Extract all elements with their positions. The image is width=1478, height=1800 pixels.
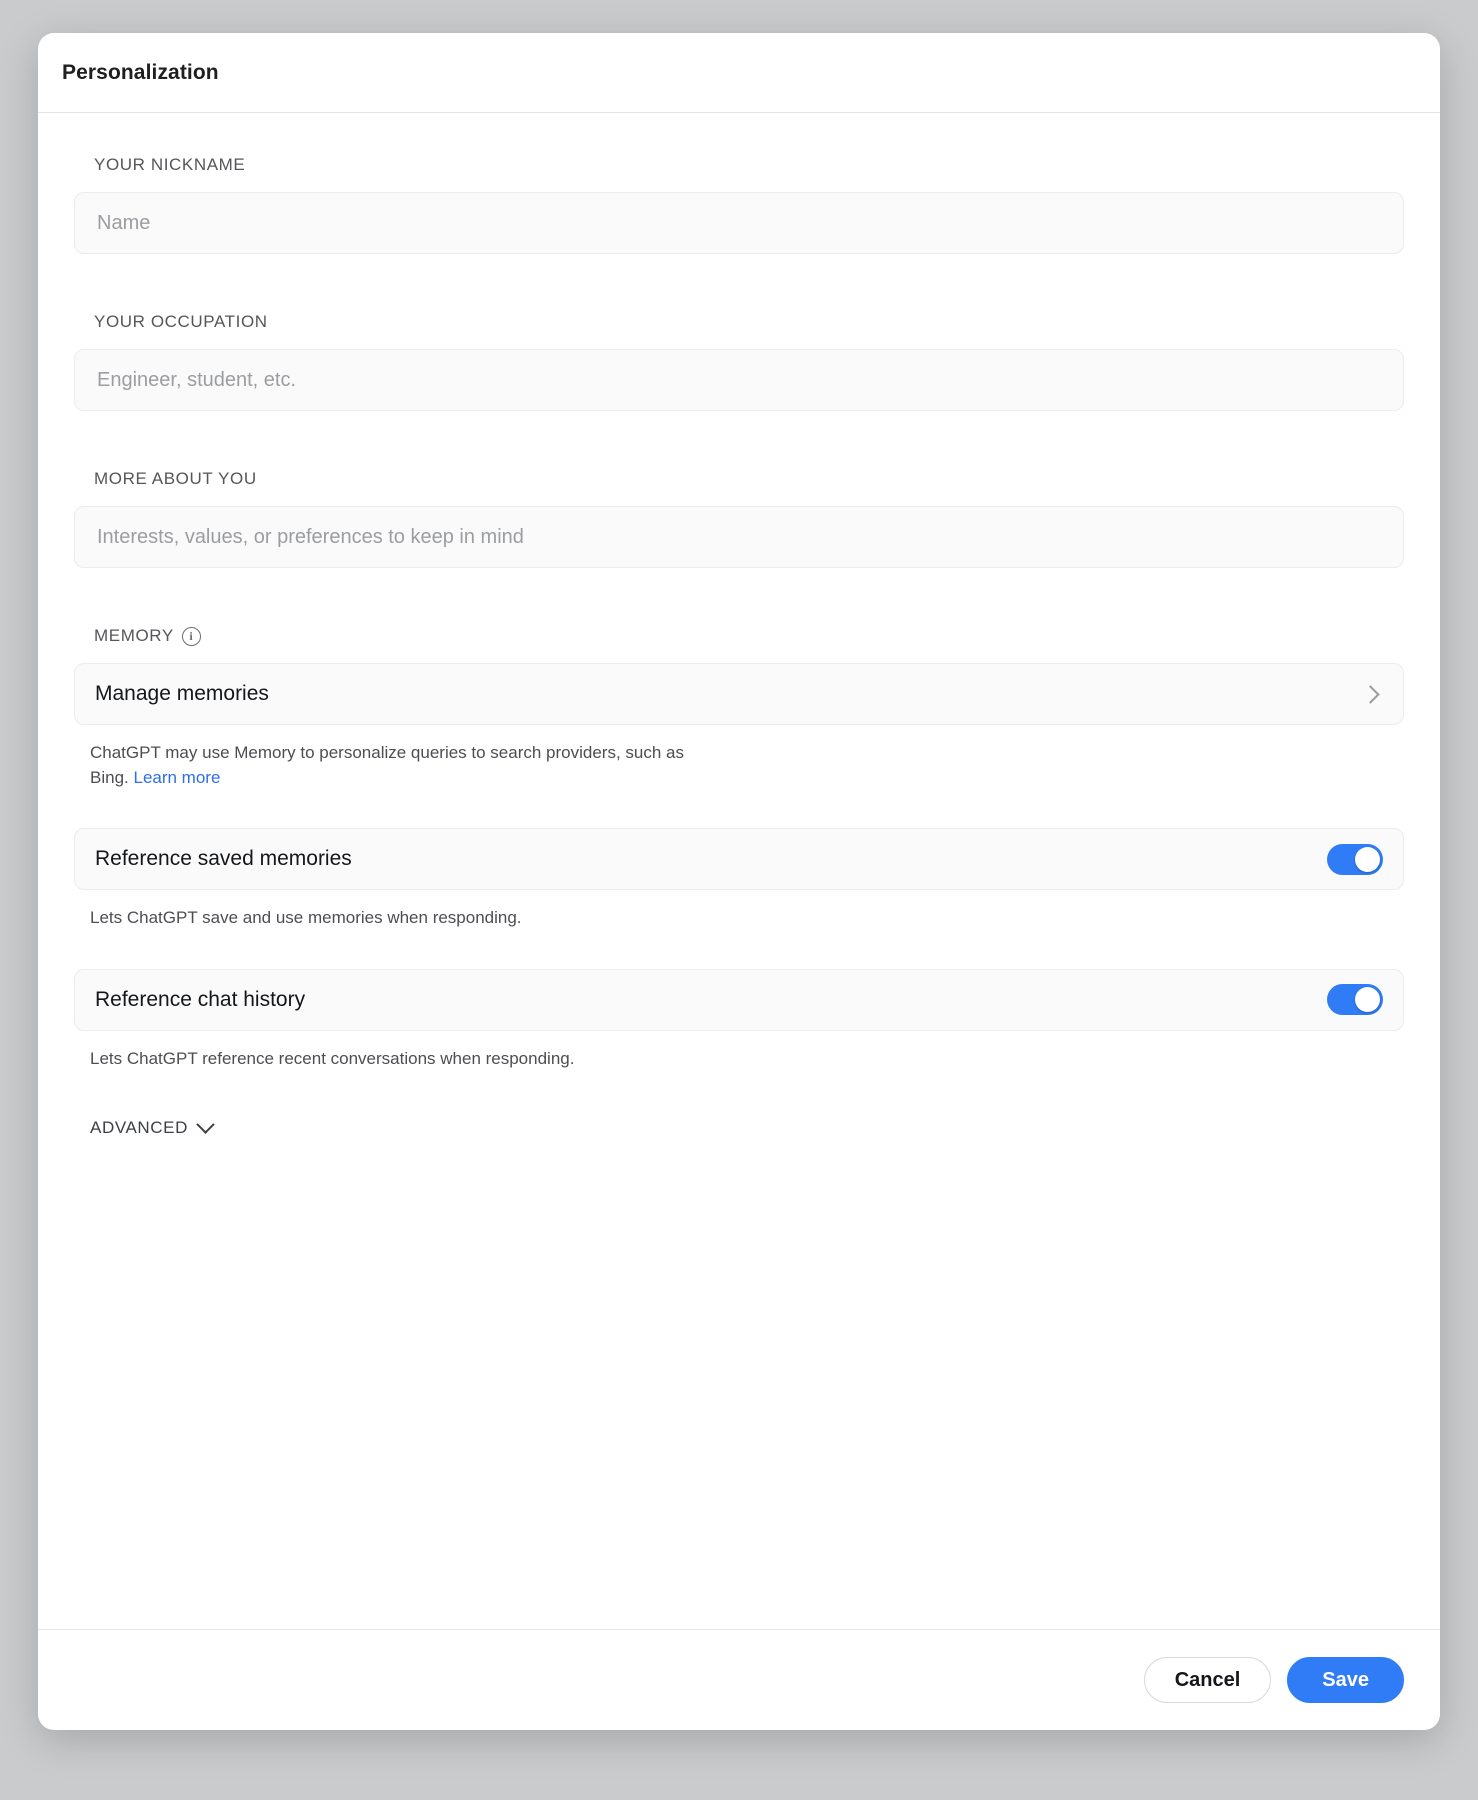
reference-chat-history-description: Lets ChatGPT reference recent conversations when responding. [90,1048,575,1068]
cancel-button[interactable]: Cancel [1144,1657,1272,1703]
more-about-you-label [94,469,1404,489]
nickname-input[interactable] [74,192,1404,254]
chevron-right-icon [1361,685,1379,703]
occupation-input[interactable] [74,349,1404,411]
toggle-knob [1355,987,1380,1012]
spacer [74,790,1404,828]
advanced-label: ADVANCED [90,1117,189,1137]
reference-chat-history-toggle[interactable] [1327,984,1383,1015]
reference-saved-memories-description: Lets ChatGPT save and use memories when responding. [90,908,522,928]
toggle-knob [1355,847,1380,872]
manage-memories-row[interactable] [74,663,1404,725]
info-icon[interactable]: i [182,627,201,646]
occupation-label [94,312,1404,332]
spacer [74,568,1404,626]
spacer [74,411,1404,469]
reference-saved-memories-row[interactable] [74,828,1404,890]
dialog-header [38,33,1440,113]
occupation-label-text: YOUR OCCUPATION [94,312,268,331]
chevron-down-icon [196,1116,214,1134]
more-about-you-label-text: MORE ABOUT YOU [94,469,257,488]
save-button[interactable]: Save [1287,1657,1404,1703]
memory-description-text: ChatGPT may use Memory to personalize queries to search providers, such as Bing. [90,743,685,787]
reference-chat-history-row[interactable] [74,969,1404,1031]
nickname-label-text: YOUR NICKNAME [94,155,246,174]
reference-saved-memories-label: Reference saved memories [95,847,352,871]
advanced-section-toggle[interactable] [90,1118,212,1138]
manage-memories-label: Manage memories [95,682,269,705]
more-about-you-input[interactable] [74,506,1404,568]
dialog-title: Personalization [62,60,219,84]
dialog-footer [38,1629,1440,1730]
memory-label-text: MEMORY [94,626,174,645]
reference-saved-memories-toggle[interactable] [1327,844,1383,875]
spacer [74,931,1404,969]
memory-description [90,741,710,790]
learn-more-link[interactable]: Learn more [133,767,221,787]
dialog-body [38,113,1440,1629]
personalization-dialog [38,33,1440,1730]
memory-label [94,626,1404,646]
reference-chat-history-label: Reference chat history [95,987,306,1011]
spacer [74,254,1404,312]
nickname-label [94,155,1404,175]
